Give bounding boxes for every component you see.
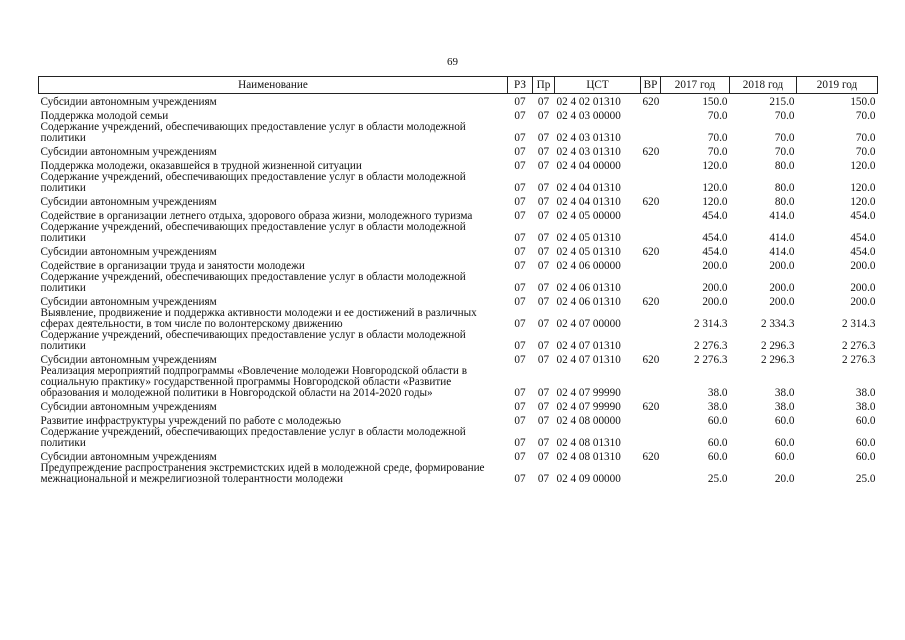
row-2019-value: 60.0 xyxy=(855,437,876,449)
row-pr: 07 xyxy=(537,401,550,413)
header-pr: Пр xyxy=(533,77,555,94)
row-rz: 07 xyxy=(514,110,526,122)
row-vr xyxy=(641,463,661,485)
row-vr: 620 xyxy=(642,296,660,308)
row-2017-value: 120.0 xyxy=(702,196,728,208)
row-rz: 07 xyxy=(514,96,526,108)
row-2017-value: 38.0 xyxy=(707,401,728,413)
table-row xyxy=(39,194,878,208)
table-row xyxy=(39,208,878,222)
row-vr xyxy=(641,222,661,244)
row-cst: 02 4 07 99990 xyxy=(556,401,621,413)
page-number: 69 xyxy=(447,56,458,68)
row-2017-value: 70.0 xyxy=(707,146,728,158)
row-vr: 620 xyxy=(642,451,660,463)
row-vr xyxy=(641,208,661,222)
row-pr: 07 xyxy=(537,451,550,463)
row-2019-value: 70.0 xyxy=(855,146,876,158)
row-2017-value: 200.0 xyxy=(702,282,728,294)
table-row xyxy=(39,366,878,399)
row-pr: 07 xyxy=(537,146,550,158)
row-cst: 02 4 06 01310 xyxy=(556,296,621,308)
row-cst: 02 4 04 00000 xyxy=(556,160,621,172)
row-name: Развитие инфраструктуры учреждений по работе с молодежью xyxy=(40,415,341,427)
row-pr: 07 xyxy=(537,296,550,308)
row-name: Субсидии автономным учреждениям xyxy=(40,401,217,413)
row-vr xyxy=(641,366,661,399)
row-pr: 07 xyxy=(537,473,550,485)
row-name: Содержание учреждений, обеспечивающих предоставление услуг в области молодежной политики xyxy=(40,271,466,294)
row-2019-value: 200.0 xyxy=(850,296,876,308)
row-rz: 07 xyxy=(514,160,526,172)
row-2018-value: 414.0 xyxy=(769,246,795,258)
row-name: Реализация мероприятий подпрограммы «Вовлечение молодежи Новгородской области в социальную практику» государственной программы Новгородской области «Развитие образования и молодежной политики в Новгородской области на 2014-2020 годы» xyxy=(40,365,467,399)
row-rz: 07 xyxy=(514,182,526,194)
row-rz: 07 xyxy=(514,451,526,463)
row-pr: 07 xyxy=(537,437,550,449)
row-2018-value: 80.0 xyxy=(774,196,795,208)
row-cst: 02 4 08 01310 xyxy=(556,451,621,463)
row-2017-value: 25.0 xyxy=(707,473,728,485)
row-pr: 07 xyxy=(537,340,550,352)
table-row xyxy=(39,308,878,330)
row-cst: 02 4 09 00000 xyxy=(556,473,621,485)
row-2019-value: 2 276.3 xyxy=(841,340,876,352)
row-2017-value: 150.0 xyxy=(702,96,728,108)
row-rz: 07 xyxy=(514,340,526,352)
table-row xyxy=(39,413,878,427)
row-2019-value: 120.0 xyxy=(850,182,876,194)
row-rz: 07 xyxy=(514,282,526,294)
row-rz: 07 xyxy=(514,232,526,244)
table-row xyxy=(39,352,878,366)
row-2017-value: 70.0 xyxy=(707,110,728,122)
row-rz: 07 xyxy=(514,387,526,399)
table-row xyxy=(39,172,878,194)
row-2019-value: 120.0 xyxy=(850,160,876,172)
row-2018-value: 2 296.3 xyxy=(760,340,795,352)
header-2018: 2018 год xyxy=(730,77,797,94)
row-vr xyxy=(641,258,661,272)
header-name: Наименование xyxy=(39,77,508,94)
row-rz: 07 xyxy=(514,296,526,308)
row-rz: 07 xyxy=(514,473,526,485)
row-2019-value: 200.0 xyxy=(850,260,876,272)
row-cst: 02 4 05 00000 xyxy=(556,210,621,222)
row-vr xyxy=(641,308,661,330)
row-name: Содержание учреждений, обеспечивающих предоставление услуг в области молодежной политики xyxy=(40,426,466,449)
row-name: Содержание учреждений, обеспечивающих предоставление услуг в области молодежной политики xyxy=(40,171,466,194)
table-row xyxy=(39,294,878,308)
row-pr: 07 xyxy=(537,354,550,366)
row-rz: 07 xyxy=(514,401,526,413)
row-2018-value: 215.0 xyxy=(769,96,795,108)
row-name: Содействие в организации труда и занятости молодежи xyxy=(40,260,305,272)
table-row xyxy=(39,258,878,272)
row-rz: 07 xyxy=(514,437,526,449)
row-name: Субсидии автономным учреждениям xyxy=(40,451,217,463)
header-rz: РЗ xyxy=(508,77,533,94)
row-cst: 02 4 07 01310 xyxy=(556,354,621,366)
row-2019-value: 38.0 xyxy=(855,401,876,413)
row-2017-value: 120.0 xyxy=(702,160,728,172)
header-vr: ВР xyxy=(641,77,661,94)
row-rz: 07 xyxy=(514,132,526,144)
row-2017-value: 2 276.3 xyxy=(693,340,728,352)
row-pr: 07 xyxy=(537,110,550,122)
row-2018-value: 70.0 xyxy=(774,110,795,122)
row-2017-value: 2 314.3 xyxy=(693,318,728,330)
row-pr: 07 xyxy=(537,282,550,294)
row-pr: 07 xyxy=(537,196,550,208)
header-2017: 2017 год xyxy=(661,77,730,94)
row-name: Содержание учреждений, обеспечивающих предоставление услуг в области молодежной политики xyxy=(40,221,466,244)
row-2017-value: 454.0 xyxy=(702,232,728,244)
row-vr xyxy=(641,330,661,352)
row-pr: 07 xyxy=(537,260,550,272)
row-cst: 02 4 05 01310 xyxy=(556,232,621,244)
row-name: Субсидии автономным учреждениям xyxy=(40,354,217,366)
row-cst: 02 4 08 01310 xyxy=(556,437,621,449)
row-2017-value: 200.0 xyxy=(702,260,728,272)
row-2018-value: 60.0 xyxy=(774,451,795,463)
row-vr xyxy=(641,272,661,294)
row-2017-value: 60.0 xyxy=(707,451,728,463)
row-name: Субсидии автономным учреждениям xyxy=(40,296,217,308)
row-2018-value: 80.0 xyxy=(774,160,795,172)
table-row xyxy=(39,122,878,144)
table-header xyxy=(39,77,878,94)
row-2019-value: 60.0 xyxy=(855,451,876,463)
budget-table xyxy=(38,76,878,485)
row-name: Субсидии автономным учреждениям xyxy=(40,146,217,158)
row-name: Содержание учреждений, обеспечивающих предоставление услуг в области молодежной политики xyxy=(40,121,466,144)
row-pr: 07 xyxy=(537,210,550,222)
row-vr xyxy=(641,427,661,449)
table-row xyxy=(39,94,878,109)
row-cst: 02 4 02 01310 xyxy=(556,96,621,108)
row-2019-value: 38.0 xyxy=(855,387,876,399)
row-vr: 620 xyxy=(642,401,660,413)
row-vr xyxy=(641,122,661,144)
row-pr: 07 xyxy=(537,415,550,427)
table-row xyxy=(39,244,878,258)
row-name: Субсидии автономным учреждениям xyxy=(40,246,217,258)
row-name: Предупреждение распространения экстремистских идей в молодежной среде, формирование межнациональной и межрелигиозной толерантности молодежи xyxy=(40,462,485,485)
row-rz: 07 xyxy=(514,354,526,366)
row-vr xyxy=(641,172,661,194)
row-rz: 07 xyxy=(514,196,526,208)
row-2019-value: 454.0 xyxy=(850,246,876,258)
row-name: Содействие в организации летнего отдыха, здорового образа жизни, молодежного туризма xyxy=(40,210,473,222)
row-pr: 07 xyxy=(537,318,550,330)
row-vr: 620 xyxy=(642,146,660,158)
row-cst: 02 4 07 01310 xyxy=(556,340,621,352)
table-row xyxy=(39,427,878,449)
row-2018-value: 200.0 xyxy=(769,282,795,294)
row-2019-value: 150.0 xyxy=(850,96,876,108)
row-pr: 07 xyxy=(537,387,550,399)
row-2017-value: 60.0 xyxy=(707,415,728,427)
row-2019-value: 25.0 xyxy=(855,473,876,485)
row-2018-value: 70.0 xyxy=(774,146,795,158)
row-name: Поддержка молодежи, оказавшейся в трудной жизненной ситуации xyxy=(40,160,362,172)
row-2018-value: 2 334.3 xyxy=(760,318,795,330)
row-cst: 02 4 03 01310 xyxy=(556,146,621,158)
row-pr: 07 xyxy=(537,182,550,194)
row-cst: 02 4 06 00000 xyxy=(556,260,621,272)
row-cst: 02 4 03 00000 xyxy=(556,110,621,122)
row-2017-value: 454.0 xyxy=(702,210,728,222)
row-cst: 02 4 06 01310 xyxy=(556,282,621,294)
row-2017-value: 70.0 xyxy=(707,132,728,144)
table-row xyxy=(39,399,878,413)
row-vr xyxy=(641,158,661,172)
row-2018-value: 70.0 xyxy=(774,132,795,144)
row-rz: 07 xyxy=(514,246,526,258)
header-cst: ЦСТ xyxy=(555,77,641,94)
row-2018-value: 38.0 xyxy=(774,401,795,413)
table-body xyxy=(39,94,878,486)
row-vr xyxy=(641,413,661,427)
table-row xyxy=(39,144,878,158)
row-2018-value: 38.0 xyxy=(774,387,795,399)
row-vr xyxy=(641,108,661,122)
table-row xyxy=(39,449,878,463)
table-row xyxy=(39,108,878,122)
row-2017-value: 60.0 xyxy=(707,437,728,449)
header-2019: 2019 год xyxy=(797,77,878,94)
row-2018-value: 414.0 xyxy=(769,210,795,222)
row-2019-value: 2 276.3 xyxy=(841,354,876,366)
row-2018-value: 60.0 xyxy=(774,415,795,427)
row-cst: 02 4 07 99990 xyxy=(556,387,621,399)
row-cst: 02 4 04 01310 xyxy=(556,196,621,208)
row-vr: 620 xyxy=(642,354,660,366)
table-row xyxy=(39,272,878,294)
row-2017-value: 454.0 xyxy=(702,246,728,258)
row-name: Выявление, продвижение и поддержка активности молодежи и ее достижений в различных сферах деятельности, в том числе по волонтерскому движению xyxy=(40,307,477,330)
table-row xyxy=(39,158,878,172)
row-rz: 07 xyxy=(514,260,526,272)
row-vr: 620 xyxy=(642,96,660,108)
row-2019-value: 70.0 xyxy=(855,132,876,144)
row-pr: 07 xyxy=(537,246,550,258)
row-2017-value: 2 276.3 xyxy=(693,354,728,366)
row-cst: 02 4 05 01310 xyxy=(556,246,621,258)
row-2017-value: 120.0 xyxy=(702,182,728,194)
row-2019-value: 70.0 xyxy=(855,110,876,122)
row-pr: 07 xyxy=(537,232,550,244)
row-2018-value: 20.0 xyxy=(774,473,795,485)
row-cst: 02 4 08 00000 xyxy=(556,415,621,427)
row-2018-value: 2 296.3 xyxy=(760,354,795,366)
table-row xyxy=(39,222,878,244)
row-2018-value: 200.0 xyxy=(769,296,795,308)
row-2018-value: 80.0 xyxy=(774,182,795,194)
row-pr: 07 xyxy=(537,96,550,108)
row-cst: 02 4 03 01310 xyxy=(556,132,621,144)
row-2019-value: 2 314.3 xyxy=(841,318,876,330)
row-vr: 620 xyxy=(642,246,660,258)
row-2018-value: 200.0 xyxy=(769,260,795,272)
row-cst: 02 4 07 00000 xyxy=(556,318,621,330)
row-2019-value: 454.0 xyxy=(850,210,876,222)
table-row xyxy=(39,330,878,352)
row-2019-value: 120.0 xyxy=(850,196,876,208)
row-pr: 07 xyxy=(537,132,550,144)
row-rz: 07 xyxy=(514,146,526,158)
row-name: Содержание учреждений, обеспечивающих предоставление услуг в области молодежной политики xyxy=(40,329,466,352)
row-2017-value: 38.0 xyxy=(707,387,728,399)
row-rz: 07 xyxy=(514,318,526,330)
table-row xyxy=(39,463,878,485)
row-2019-value: 454.0 xyxy=(850,232,876,244)
row-2018-value: 60.0 xyxy=(774,437,795,449)
row-2017-value: 200.0 xyxy=(702,296,728,308)
row-cst: 02 4 04 01310 xyxy=(556,182,621,194)
row-2019-value: 60.0 xyxy=(855,415,876,427)
row-2018-value: 414.0 xyxy=(769,232,795,244)
row-vr: 620 xyxy=(642,196,660,208)
row-name: Поддержка молодой семьи xyxy=(40,110,169,122)
row-name: Субсидии автономным учреждениям xyxy=(40,96,217,108)
row-rz: 07 xyxy=(514,415,526,427)
row-pr: 07 xyxy=(537,160,550,172)
row-2019-value: 200.0 xyxy=(850,282,876,294)
row-name: Субсидии автономным учреждениям xyxy=(40,196,217,208)
row-rz: 07 xyxy=(514,210,526,222)
